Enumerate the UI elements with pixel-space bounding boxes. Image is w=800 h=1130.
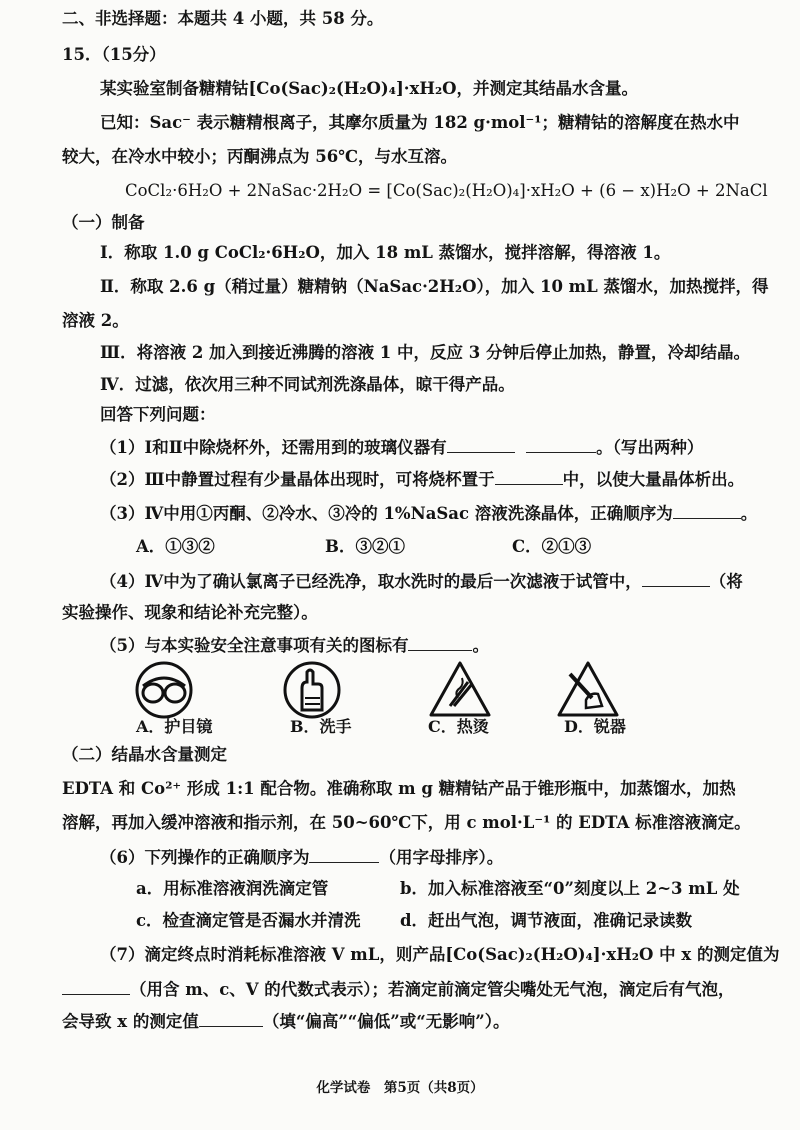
sub-question-4-tail: （将 [709,572,743,591]
sub-question-5-tail: 。 [472,636,489,655]
step-2-line-1: Ⅱ．称取 2.6 g（稍过量）糖精钠（NaSac·2H₂O），加入 10 mL 蒸馏水，加热搅拌，得 [100,277,769,296]
step-3: Ⅲ．将溶液 2 加入到接近沸腾的溶液 1 中，反应 3 分钟后停止加热，静置，冷却结晶。 [100,343,751,362]
answer-prompt: 回答下列问题： [100,405,216,424]
option-a: A．①③② [136,537,215,556]
sub-question-1 [100,436,703,459]
answer-blank[interactable] [526,436,596,453]
known-line-2: 较大，在冷水中较小；丙酮沸点为 56℃，与水互溶。 [62,147,457,166]
sharp-object-icon [556,660,620,720]
sub-question-5 [100,634,489,657]
sub-question-6-text: （6）下列操作的正确顺序为 [100,848,310,867]
part2-line-1: EDTA 和 Co²⁺ 形成 1:1 配合物。准确称取 m g 糖精钴产品于锥形瓶中，加蒸馏水，加热 [62,779,736,798]
sub-question-6-tail: （用字母排序）。 [379,848,504,867]
sub-question-2-text: （2）Ⅲ中静置过程有少量晶体出现时，可将烧杯置于 [100,470,495,489]
part2-title: （二）结晶水含量测定 [62,745,227,764]
icon-label-c: C．热烫 [428,717,489,736]
sub-question-3 [100,502,757,525]
answer-blank[interactable] [495,468,563,485]
sub-question-1-tail: 。（写出两种） [596,438,704,457]
section-title: 二、非选择题：本题共 4 小题，共 58 分。 [62,9,384,28]
part1-title: （一）制备 [62,213,145,232]
sub-question-6 [100,846,503,869]
step-1: Ⅰ．称取 1.0 g CoCl₂·6H₂O，加入 18 mL 蒸馏水，搅拌溶解，得溶液 1。 [100,243,671,262]
step-option-d: d．赶出气泡，调节液面，准确记录读数 [400,911,693,930]
option-c: C．②①③ [512,537,592,556]
sub-question-5-text: （5）与本实验安全注意事项有关的图标有 [100,636,409,655]
step-option-b: b．加入标准溶液至“0”刻度以上 2~3 mL 处 [400,879,740,898]
answer-blank[interactable] [62,978,130,995]
sub-question-3-text: （3）Ⅳ中用①丙酮、②冷水、③冷的 1%NaSac 溶液洗涤晶体，正确顺序为 [100,504,673,523]
sub-question-2 [100,468,744,491]
step-option-c: c．检查滴定管是否漏水并清洗 [136,911,361,930]
answer-blank[interactable] [447,436,515,453]
sub-question-7-tail: （填“偏高”“偏低”或“无影响”）。 [262,1012,510,1031]
hand-wash-icon [280,660,344,720]
sub-question-4 [100,570,743,593]
step-4: Ⅳ．过滤，依次用三种不同试剂洗涤晶体，晾干得产品。 [100,375,515,394]
icon-label-d: D．锐器 [564,717,626,736]
step-option-a: a．用标准溶液润洗滴定管 [136,879,329,898]
page-footer: 化学试卷 第5页（共8页） [316,1080,484,1096]
sub-question-3-tail: 。 [740,504,758,523]
sub-question-7-line-3-text: 会导致 x 的测定值 [62,1012,199,1031]
sub-question-4-text: （4）Ⅳ中为了确认氯离子已经洗净，取水洗时的最后一次滤液于试管中， [100,572,642,591]
step-2-line-2: 溶液 2。 [62,311,129,330]
answer-blank[interactable] [642,570,710,587]
sub-question-2-tail: 中，以使大量晶体析出。 [562,470,745,489]
question-number: 15．（15分） [62,45,166,64]
sub-question-7-line-2 [62,978,735,1001]
safety-icons [0,660,800,730]
hot-surface-icon [428,660,492,720]
answer-blank[interactable] [309,846,379,863]
sub-question-7-line-1: （7）滴定终点时消耗标准溶液 V mL，则产品[Co(Sac)₂(H₂O)₄]·xH₂O 中 x 的测定值为 [100,945,780,964]
reaction-equation: CoCl₂·6H₂O + 2NaSac·2H₂O = [Co(Sac)₂(H₂O)₄]·xH₂O + (6 − x)H₂O + 2NaCl [125,181,768,200]
sub-question-7-line-3 [62,1010,510,1033]
sub-question-4-line-2: 实验操作、现象和结论补充完整）。 [62,603,318,622]
question-intro: 某实验室制备糖精钴[Co(Sac)₂(H₂O)₄]·xH₂O，并测定其结晶水含量。 [100,79,639,98]
answer-blank[interactable] [673,502,741,519]
part2-line-2: 溶解，再加入缓冲溶液和指示剂，在 50~60℃下，用 c mol·L⁻¹ 的 EDTA 标准溶液滴定。 [62,813,751,832]
icon-label-a: A．护目镜 [136,717,213,736]
answer-blank[interactable] [199,1010,263,1027]
answer-blank[interactable] [408,634,472,651]
sub-question-1-text: （1）Ⅰ和Ⅱ中除烧杯外，还需用到的玻璃仪器有 [100,438,447,457]
option-b: B．③②① [325,537,405,556]
known-line-1: 已知：Sac⁻ 表示糖精根离子，其摩尔质量为 182 g·mol⁻¹；糖精钴的溶解度在热水中 [100,113,740,132]
sub-question-7-line-2-text: （用含 m、c、V 的代数式表示）；若滴定前滴定管尖嘴处无气泡，滴定后有气泡， [130,980,735,999]
icon-label-b: B．洗手 [290,717,352,736]
goggles-icon [132,660,196,720]
